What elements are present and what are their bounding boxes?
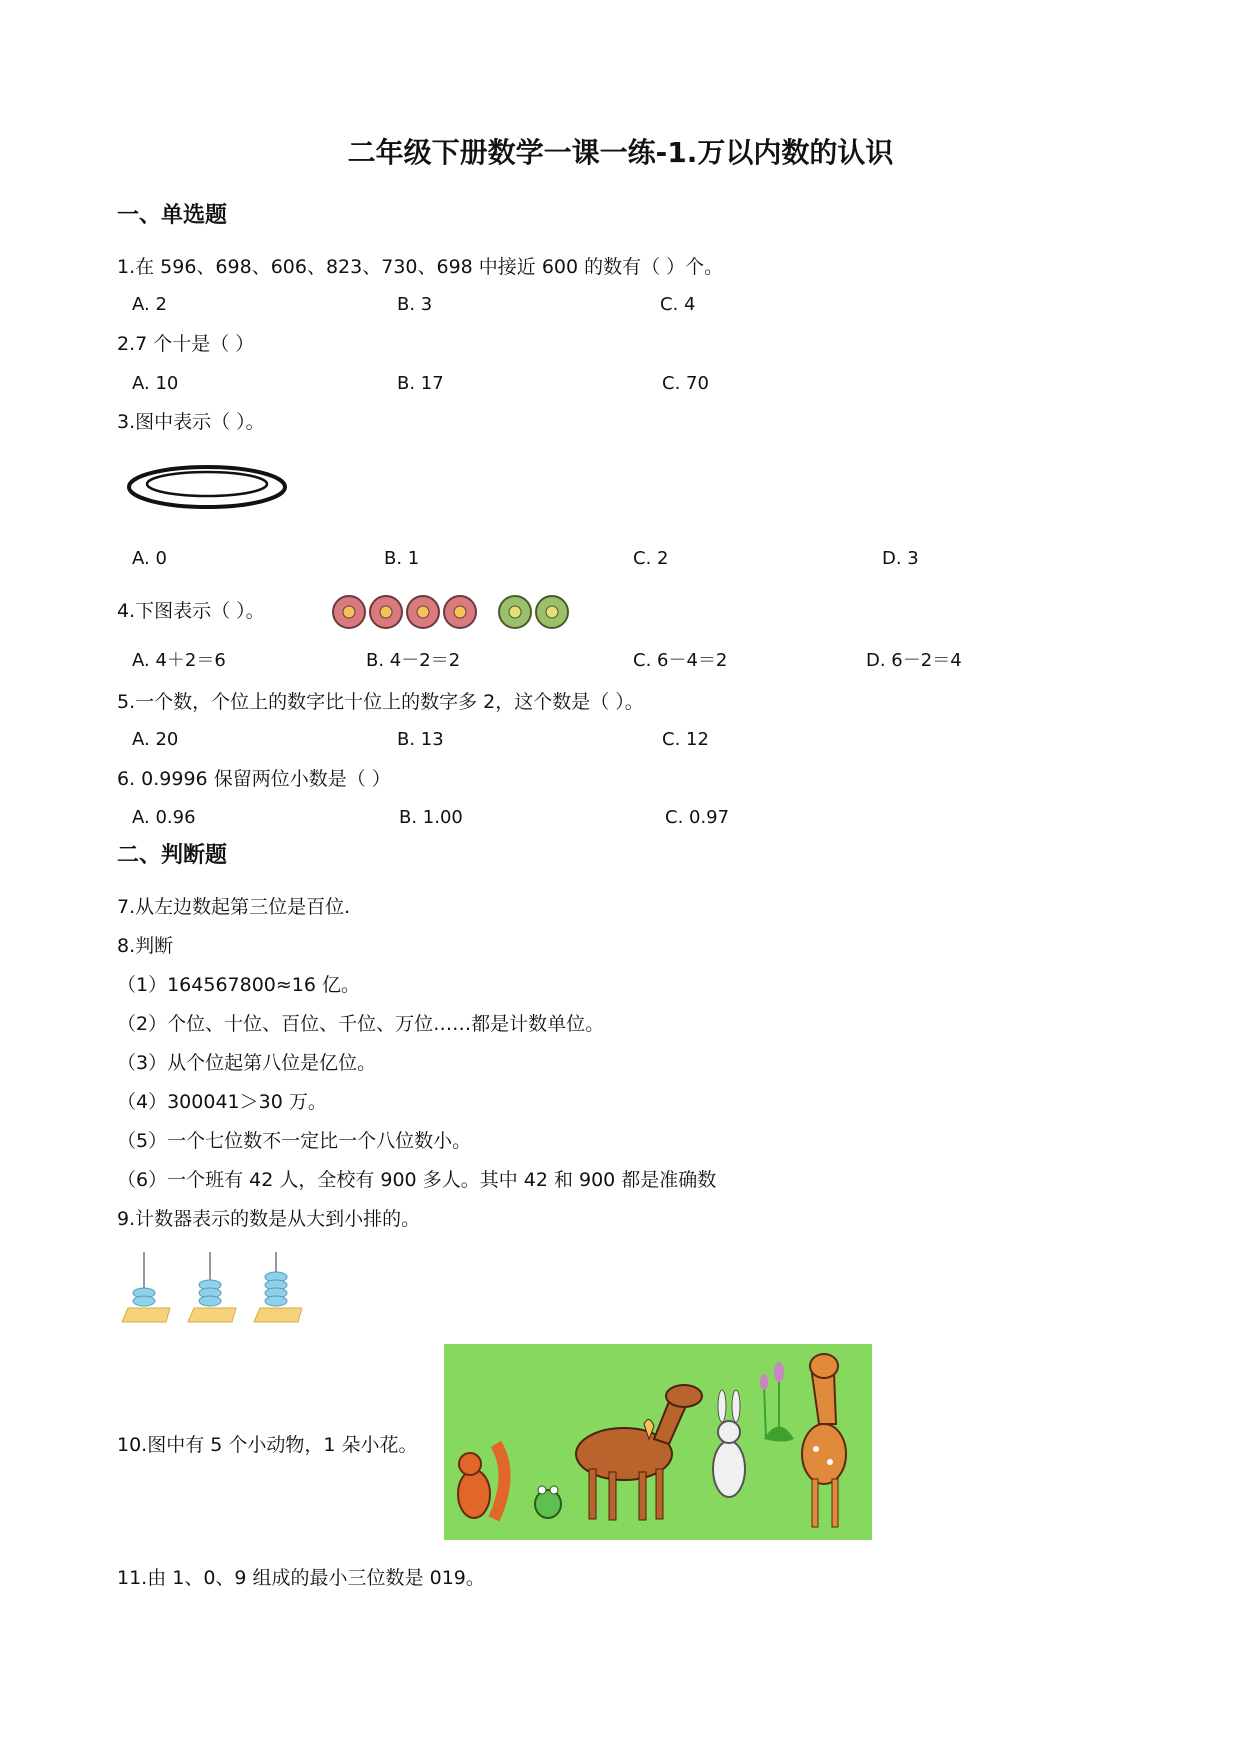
q5-option-b[interactable]: B. 13 [397,729,444,750]
q2-option-a[interactable]: A. 10 [132,373,179,394]
q3-option-b[interactable]: B. 1 [384,548,420,569]
q1-option-c[interactable]: C. 4 [660,294,696,315]
question-6: 6. 0.9996 保留两位小数是（ ） [117,768,391,790]
question-2: 2.7 个十是（ ） [117,333,255,355]
q4-option-b[interactable]: B. 4－2＝2 [366,650,461,671]
q8-item-3: （3）从个位起第八位是亿位。 [117,1052,377,1074]
q3-option-d[interactable]: D. 3 [882,548,919,569]
q8-item-1: （1）164567800≈16 亿。 [117,974,361,996]
q5-option-c[interactable]: C. 12 [662,729,709,750]
page-title: 二年级下册数学一课一练-1.万以内数的认识 [347,136,894,169]
frog-icon [535,1486,561,1518]
q4-option-c[interactable]: C. 6－4＝2 [633,650,728,671]
q4-option-d[interactable]: D. 6－2＝4 [866,650,962,671]
section-heading-true-false: 二、判断题 [117,843,228,868]
question-4: 4.下图表示（ ）。 [117,600,265,622]
q5-option-a[interactable]: A. 20 [132,729,179,750]
animals-picture [444,1344,872,1540]
abacus-icon [122,1252,170,1322]
q3-option-a[interactable]: A. 0 [132,548,167,569]
plate-icon [126,462,288,512]
abacus-icon [188,1252,236,1322]
question-3: 3.图中表示（ ）。 [117,411,265,433]
flower-icon [444,596,476,628]
flower-icon [370,596,402,628]
q1-option-b[interactable]: B. 3 [397,294,433,315]
q1-option-a[interactable]: A. 2 [132,294,167,315]
flowers-picture [328,591,573,633]
q3-option-c[interactable]: C. 2 [633,548,669,569]
q6-option-c[interactable]: C. 0.97 [665,807,730,828]
flower-icon [407,596,439,628]
q8-item-5: （5）一个七位数不一定比一个八位数小。 [117,1130,472,1152]
q2-option-b[interactable]: B. 17 [397,373,444,394]
question-5: 5.一个数，个位上的数字比十位上的数字多 2，这个数是（ ）。 [117,691,644,713]
section-heading-single-choice: 一、单选题 [117,203,228,228]
question-8: 8.判断 [117,935,174,957]
q6-option-b[interactable]: B. 1.00 [399,807,463,828]
q8-item-6: （6）一个班有 42 人，全校有 900 多人。其中 42 和 900 都是准确数 [117,1169,717,1191]
flower-icon [499,596,531,628]
question-11: 11.由 1、0、9 组成的最小三位数是 019。 [117,1567,485,1589]
question-9: 9.计数器表示的数是从大到小排的。 [117,1208,421,1230]
q2-option-c[interactable]: C. 70 [662,373,709,394]
q4-option-a[interactable]: A. 4＋2＝6 [132,650,226,671]
flower-icon [333,596,365,628]
abacus-picture [118,1250,308,1330]
q8-item-2: （2）个位、十位、百位、千位、万位……都是计数单位。 [117,1013,605,1035]
q8-item-4: （4）300041＞30 万。 [117,1091,327,1113]
question-1: 1.在 596、698、606、823、730、698 中接近 600 的数有（ ）个。 [117,256,724,278]
flower-icon [536,596,568,628]
question-10: 10.图中有 5 个小动物，1 朵小花。 [117,1434,418,1456]
q6-option-a[interactable]: A. 0.96 [132,807,196,828]
question-7: 7.从左边数起第三位是百位. [117,896,351,918]
abacus-icon [254,1252,302,1322]
